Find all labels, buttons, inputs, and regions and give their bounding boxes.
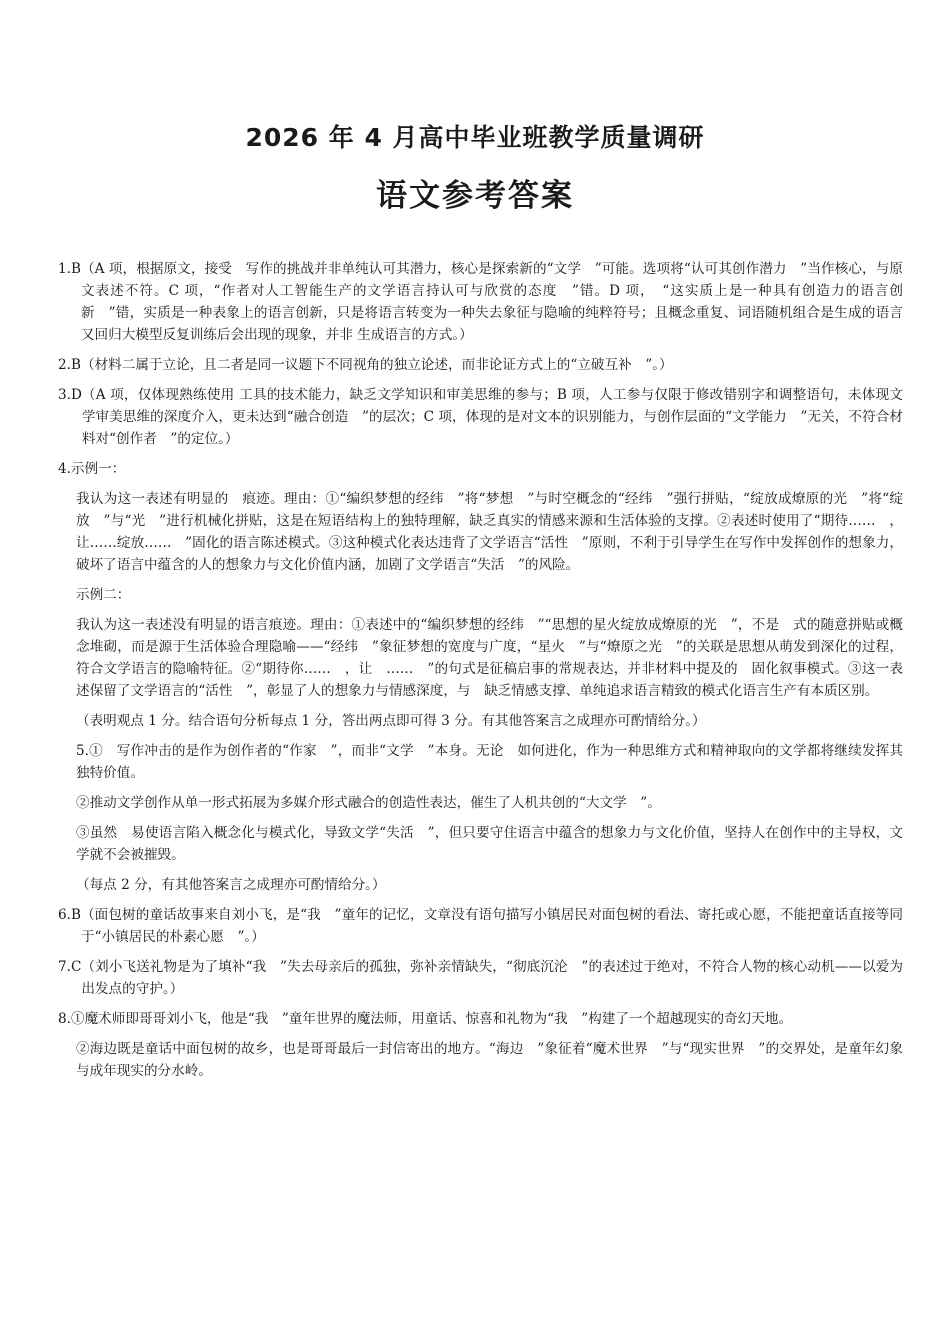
answer-text: （A 项，仅体现熟练使用 工具的技术能力，缺乏文学知识和审美思维的参与；B 项，人工参与仅限于修改错别字和调整语句，未体现文学审美思维的深度介入，更未达到“融合创造 ”的层次；C 项，体现的是对文本的识别能力，与创作层面的“文学能力 ”无关，不符合材料对“创作者 ”的定位。） [81,387,903,447]
answer-number: 8. [58,1011,71,1027]
answer-text: （面包树的童话故事来自刘小飞，是“我 ”童年的记忆，文章没有语句描写小镇居民对面包树的看法、寄托或心愿，不能把童话直接等同于“小镇居民的朴素心愿 ”。） [80,907,903,945]
answer-text: ①魔术师即哥哥刘小飞，他是“我 ”童年世界的魔法师，用童话、惊喜和礼物为“我 ”构建了一个超越现实的奇幻天地。 [70,1011,793,1027]
answer-item-3 [58,384,903,450]
scoring-note: （每点 2 分，有其他答案言之成理亦可酌情给分。） [76,877,386,893]
answer-number: 4. [58,461,71,477]
answer-item-4 [58,458,903,480]
example-2-text: 我认为这一表述没有明显的语言痕迹。理由：①表述中的“编织梦想的经纬 ”“思想的星火绽放成燎原的光 ”，不是 式的随意拼贴或概念堆砌，而是源于生活体验合理隐喻——“经纬 ”象征梦想的宽度与广度，“星火 ”与“燎原之光 ”的关联是思想从萌发到深化的过程，符合文学语言的隐喻特征。②“期待你…… ，让 …… ”的句式是征稿启事的常规表达，并非材料中提及的 固化叙事模式。③这一表述保留了文学语言的“活性 ”，彰显了人的想象力与情感深度，与 缺乏情感支撑、单纯追求语言精致的模式化语言生产有本质区别。 [76,617,903,699]
answer-number: 3.D [58,387,82,403]
answer-item-2 [58,354,903,376]
answer-item-6 [58,904,903,948]
answer-text: （刘小飞送礼物是为了填补“我 ”失去母亲后的孤独，弥补亲情缺失，“彻底沉沦 ”的表述过于绝对，不符合人物的核心动机——以爱为出发点的守护。） [81,959,903,997]
answer-item-5-point-3: ③虽然 易使语言陷入概念化与模式化，导致文学“失活 ”，但只要守住语言中蕴含的想象力与文化价值，坚持人在创作中的主导权，文学就不会被摧毁。 [76,825,903,863]
answer-item-8 [58,1008,903,1030]
answer-item-1 [58,258,903,346]
document-title: 2026 年 4 月高中毕业班教学质量调研 [245,123,705,152]
answer-text: （A 项，根据原文，接受 写作的挑战并非单纯认可其潜力，核心是探索新的“文学 ”可能。选项将“认可其创作潜力 ”当作核心，与原文表述不符。C 项，“作者对人工智能生产的文学语言持认可与欣赏的态度 ”错。D 项， “这实质上是一种具有创造力的语言创新 ”错，实质是一种表象上的语言创新，只是将语言转变为一种失去象征与隐喻的纯粹符号；且概念重复、词语随机组合是生成的语言又回归大模型反复训练后会出现的现象，并非 生成语言的方式。） [80,261,903,343]
answer-item-7 [58,956,903,1000]
answer-number: 6.B [58,907,81,923]
answer-item-5-point-1: 5.① 写作冲击的是作为创作者的“作家 ”，而非“文学 ”本身。无论 如何进化，作为一种思维方式和精神取向的文学都将继续发挥其独特价值。 [76,743,903,781]
example-heading: 示例一： [70,461,126,477]
answer-number: 2.B [58,357,81,373]
example-1-text: 我认为这一表述有明显的 痕迹。理由：①“编织梦想的经纬 ”将“梦想 ”与时空概念的“经纬 ”强行拼贴，“绽放成燎原的光 ”将“绽放 ”与“光 ”进行机械化拼贴，这是在短语结构上的独特理解，缺乏真实的情感来源和生活体验的支撑。②表述时使用了“期待…… ，让……绽放…… ”固化的语言陈述模式。③这种模式化表达违背了文学语言“活性 ”原则，不利于引导学生在写作中发挥创作的想象力，破坏了语言中蕴含的人的想象力与文化价值内涵，加剧了文学语言“失活 ”的风险。 [76,491,903,573]
answer-number: 7.C [58,959,82,975]
scoring-note: （表明观点 1 分。结合语句分析每点 1 分，答出两点即可得 3 分。有其他答案言之成理亦可酌情给分。） [76,713,706,729]
answer-text: （材料二属于立论，且二者是同一议题下不同视角的独立论述，而非论证方式上的“立破互补 ”。） [80,357,673,373]
document-subtitle: 语文参考答案 [376,178,574,214]
answer-number: 1.B [58,261,81,277]
example-heading: 示例二： [76,587,131,603]
answer-item-8-point-2: ②海边既是童话中面包树的故乡，也是哥哥最后一封信寄出的地方。“海边 ”象征着“魔术世界 ”与“现实世界 ”的交界处，是童年幻象与成年现实的分水岭。 [76,1041,903,1079]
answer-item-5-point-2: ②推动文学创作从单一形式拓展为多媒介形式融合的创造性表达，催生了人机共创的“大文学 ”。 [76,795,661,811]
answer-content [58,258,903,1090]
